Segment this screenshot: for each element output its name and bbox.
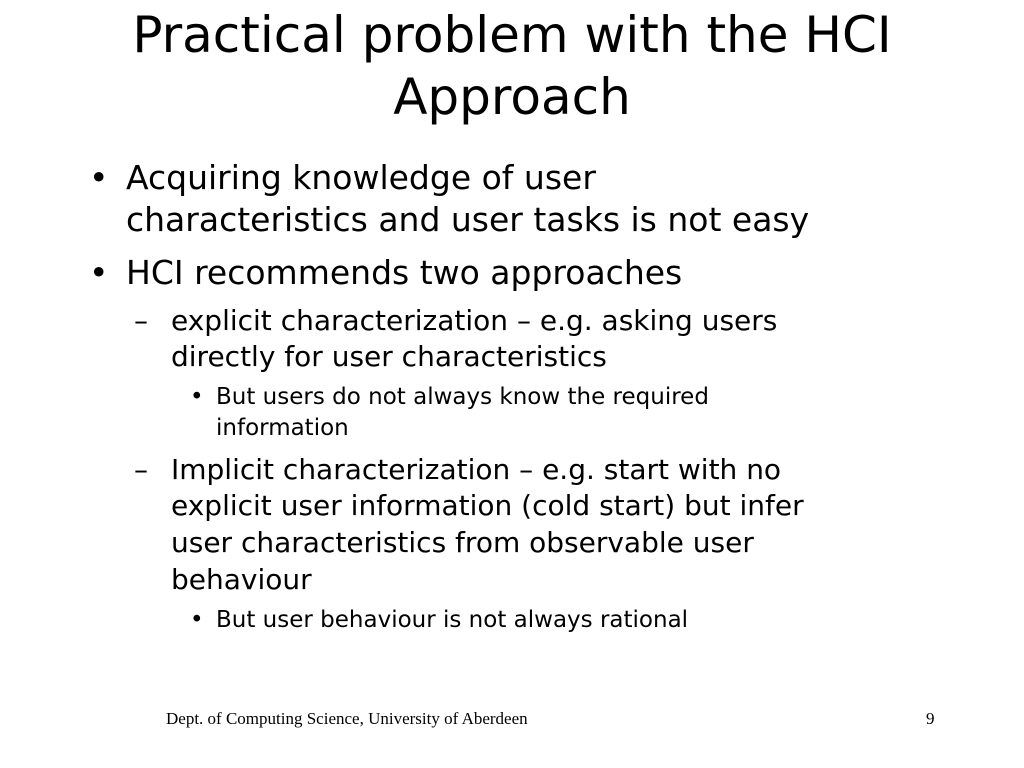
bullet-1-line-1: Acquiring knowledge of user xyxy=(126,158,596,197)
sub-bullet-1-line-1: explicit characterization – e.g. asking users xyxy=(171,304,778,337)
sub-bullet-2-line-4: behaviour xyxy=(171,563,312,596)
title-line-1: Practical problem with the HCI xyxy=(132,6,892,64)
sub-sub-bullet-1-line-2: information xyxy=(216,415,349,441)
bullet-marker: • xyxy=(89,158,109,197)
dash-marker: – xyxy=(134,453,148,486)
sub-sub-bullet-1-line-1: But users do not always know the required xyxy=(216,384,709,410)
sub-bullet-2-line-2: explicit user information (cold start) but infer xyxy=(171,489,804,522)
sub-bullet-1-line-2: directly for user characteristics xyxy=(171,340,607,373)
bullet-marker: • xyxy=(190,384,204,410)
sub-sub-bullet-2-line-1: But user behaviour is not always rational xyxy=(216,607,689,633)
title-line-2: Approach xyxy=(393,68,631,126)
bullet-2-line-1: HCI recommends two approaches xyxy=(126,253,683,292)
dash-marker: – xyxy=(134,304,148,337)
slide-title xyxy=(40,4,984,128)
footer-source: Dept. of Computing Science, University of Aberdeen xyxy=(166,709,528,728)
bullet-marker: • xyxy=(89,253,109,292)
bullet-marker: • xyxy=(190,607,204,633)
page-number: 9 xyxy=(926,709,935,728)
bullet-1-line-2: characteristics and user tasks is not easy xyxy=(126,200,810,239)
sub-bullet-2-line-3: user characteristics from observable user xyxy=(171,526,754,559)
sub-bullet-2-line-1: Implicit characterization – e.g. start with no xyxy=(171,453,782,486)
